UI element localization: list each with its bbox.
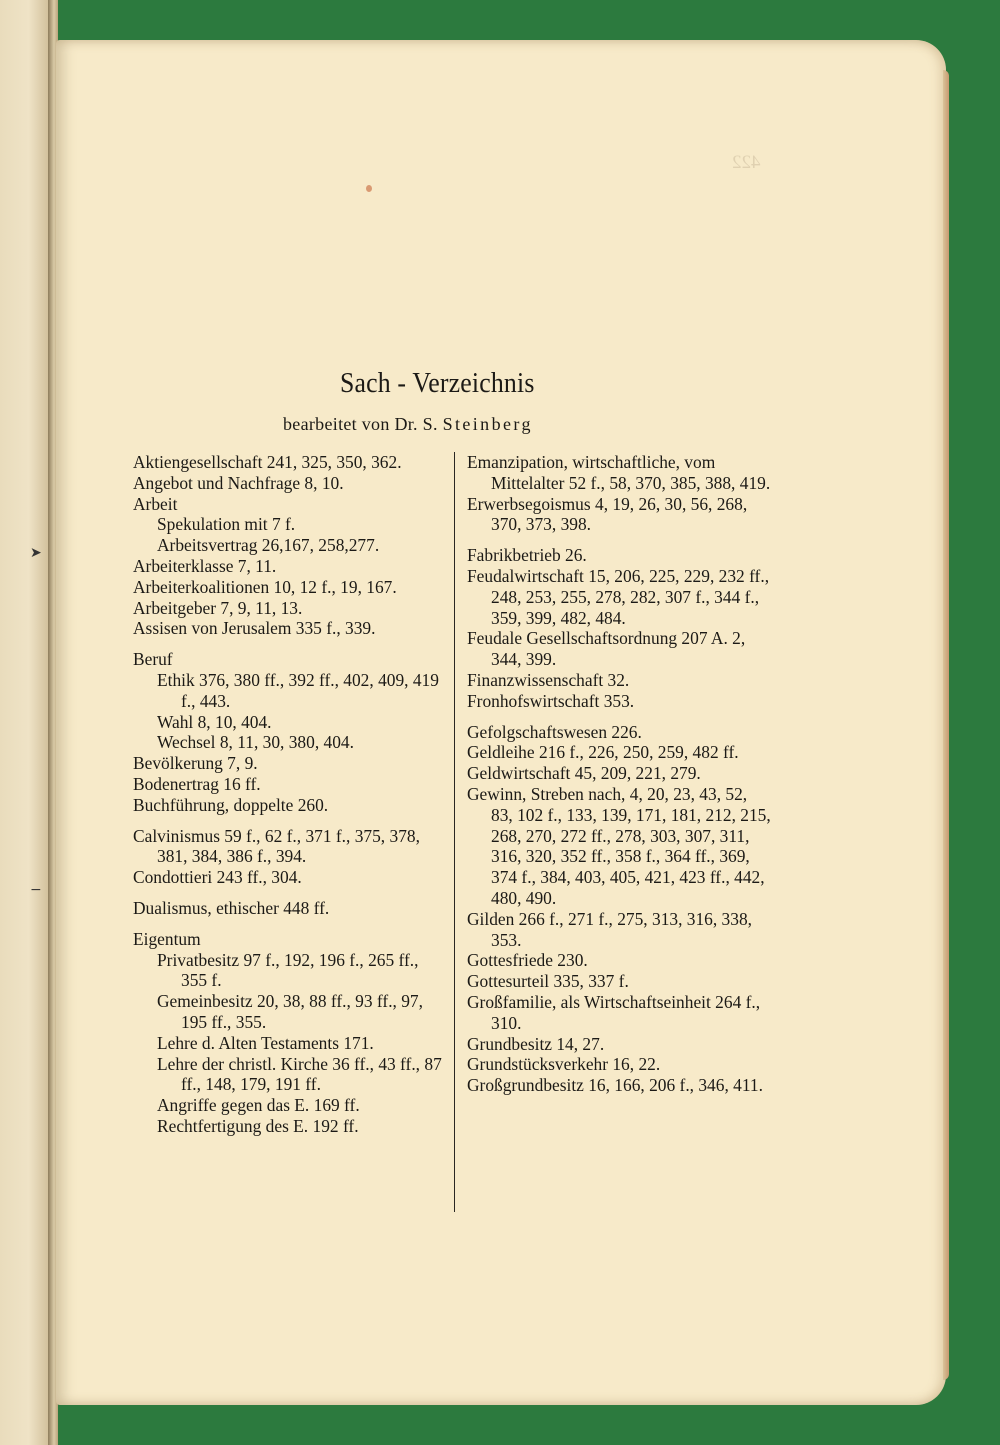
page-edge	[943, 70, 949, 1380]
index-entry: Emanzipation, wirtschaftliche, vom Mittelalter 52 f., 58, 370, 385, 388, 419.	[467, 452, 771, 493]
index-entry: Aktiengesellschaft 241, 325, 350, 362.	[133, 452, 402, 472]
index-entry: Gottesurteil 335, 337 f.	[467, 971, 629, 992]
index-entry: Feudalwirtschaft 15, 206, 225, 229, 232 ff., 248, 253, 255, 278, 282, 307 f., 344 f., 359, 399, 482, 484.	[467, 565, 770, 628]
index-entry: Finanzwissenschaft 32.	[467, 669, 630, 690]
index-entry: Großfamilie, als Wirtschaftseinheit 264 f., 310.	[467, 991, 761, 1033]
index-subentry: Gemeinbesitz 20, 38, 88 ff., 93 ff., 97, 195 ff., 355.	[157, 991, 423, 1032]
index-entry: Calvinismus 59 f., 62 f., 371 f., 375, 378, 381, 384, 386 f., 394.	[133, 825, 420, 867]
index-entry: Gilden 266 f., 271 f., 275, 313, 316, 338, 353.	[467, 908, 752, 950]
bleed-through-page-number: 422	[732, 152, 761, 173]
index-entry: Bodenertrag 16 ff.	[133, 773, 261, 794]
index-subentry: Wechsel 8, 11, 30, 380, 404.	[157, 732, 354, 753]
page-subtitle	[283, 414, 533, 435]
index-entry: Angebot und Nachfrage 8, 10.	[133, 472, 344, 493]
index-entry: Arbeitgeber 7, 9, 11, 13.	[133, 597, 303, 618]
index-subentry: Ethik 376, 380 ff., 392 ff., 402, 409, 419 f., 443.	[157, 669, 439, 711]
index-entry: Gefolgschaftswesen 226.	[467, 721, 642, 742]
index-subentry: Lehre der christl. Kirche 36 ff., 43 ff., 87 ff., 148, 179, 191 ff.	[157, 1053, 442, 1095]
index-subentry: Angriffe gegen das E. 169 ff.	[157, 1095, 360, 1116]
index-entry: Arbeiterklasse 7, 11.	[133, 555, 277, 576]
index-entry: Eigentum	[133, 928, 201, 949]
index-subentry: Privatbesitz 97 f., 192, 196 f., 265 ff., 355 f.	[157, 949, 419, 991]
index-entry: Dualismus, ethischer 448 ff.	[133, 897, 330, 918]
index-column-right	[467, 452, 772, 1096]
index-entry: Gottesfriede 230.	[467, 950, 588, 971]
index-entry: Großgrundbesitz 16, 166, 206 f., 346, 411.	[467, 1075, 763, 1096]
paper-stain	[366, 185, 372, 192]
previous-page-edge	[0, 0, 52, 1445]
index-entry: Geldleihe 216 f., 226, 250, 259, 482 ff.	[467, 742, 739, 763]
index-entry: Grundbesitz 14, 27.	[467, 1033, 605, 1054]
index-subentry: Rechtfertigung des E. 192 ff.	[157, 1115, 359, 1136]
margin-arrow-mark: ➤	[30, 545, 42, 561]
index-subentry: Wahl 8, 10, 404.	[157, 711, 272, 732]
index-subentry: Arbeitsvertrag 26,167, 258,277.	[157, 535, 380, 556]
index-entry: Condottieri 243 ff., 304.	[133, 867, 302, 888]
subtitle-prefix: bearbeitet von Dr. S.	[283, 414, 443, 434]
column-divider	[454, 452, 455, 1212]
index-entry: Geldwirtschaft 45, 209, 221, 279.	[467, 763, 701, 784]
index-column-left	[133, 452, 445, 1137]
index-entry: Grundstücksverkehr 16, 22.	[467, 1054, 661, 1075]
index-subentry: Spekulation mit 7 f.	[157, 514, 296, 535]
index-entry: Buchführung, doppelte 260.	[133, 794, 329, 815]
index-entry: Beruf	[133, 649, 173, 670]
margin-tick-mark: −	[30, 882, 42, 898]
index-entry: Gewinn, Streben nach, 4, 20, 23, 43, 52, 83, 102 f., 133, 139, 171, 181, 212, 215, 268, 270, 272 ff., 278, 303, 307, 311, 316, 320, 352 ff., 358 f., 364 ff., 369, 374 f., 384, 403, 405, 421, 423 ff., 442, 480, 490.	[467, 783, 771, 908]
index-entry: Fabrikbetrieb 26.	[467, 545, 587, 566]
index-entry: Arbeiterkoalitionen 10, 12 f., 19, 167.	[133, 576, 397, 597]
page-title: Sach - Verzeichnis	[340, 368, 535, 399]
index-subentry: Lehre d. Alten Testaments 171.	[157, 1032, 374, 1053]
index-entry: Fronhofswirtschaft 353.	[467, 690, 635, 711]
index-entry: Erwerbsegoismus 4, 19, 26, 30, 56, 268, 370, 373, 398.	[467, 493, 748, 535]
index-entry: Assisen von Jerusalem 335 f., 339.	[133, 618, 376, 639]
index-entry: Arbeit	[133, 493, 178, 514]
index-entry: Feudale Gesellschaftsordnung 207 A. 2, 344, 399.	[467, 628, 746, 670]
subtitle-author: Steinberg	[442, 414, 533, 434]
index-entry: Bevölkerung 7, 9.	[133, 753, 258, 774]
